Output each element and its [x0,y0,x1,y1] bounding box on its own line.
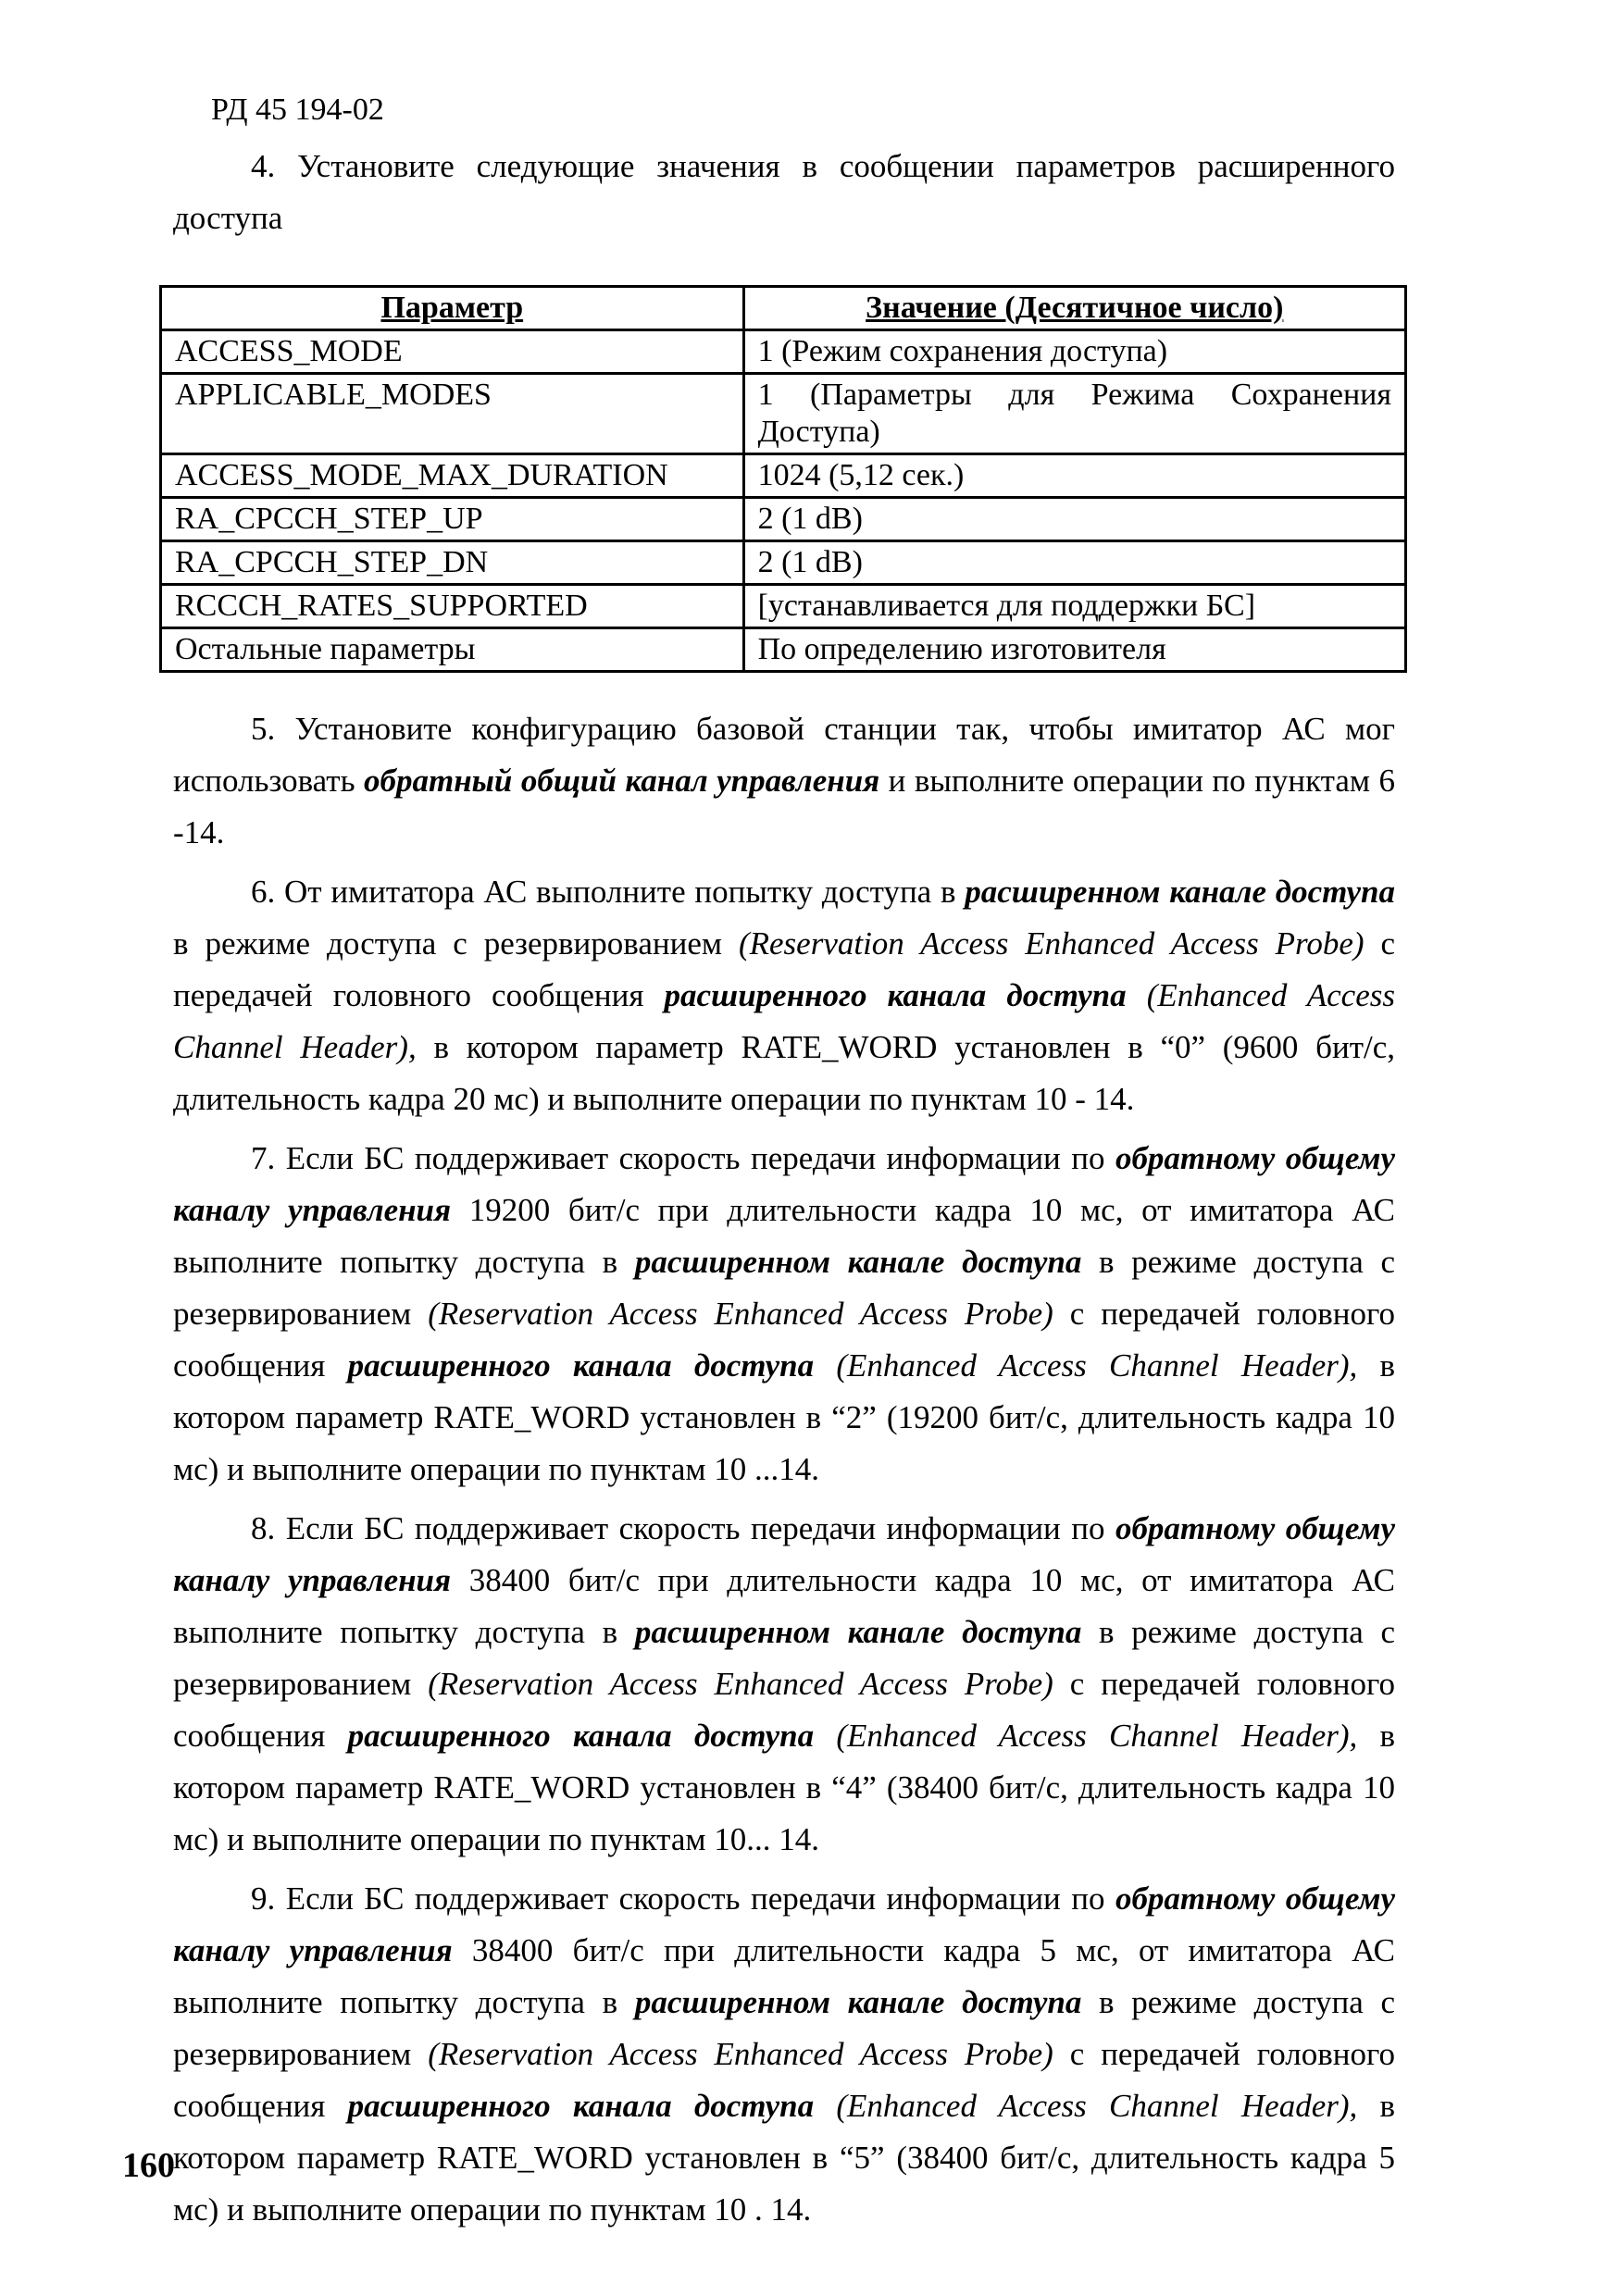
param-name: ACCESS_MODE [161,330,744,374]
parameters-table [159,285,1407,673]
param-name: RA_CPCCH_STEP_UP [161,498,744,541]
param-value: [устанавливается для поддержки БС] [743,585,1405,628]
param-value: По определению изготовителя [743,628,1405,672]
table-row [161,454,1406,498]
param-value: 2 (1 dB) [743,541,1405,585]
step-5-paragraph: 5. Установите конфигурацию базовой станции так, чтобы имитатор АС мог использовать обратный общий канал управления и выполните операции по пунктам 6 -14. [173,711,1395,850]
document-code: РД 45 194-02 [211,93,384,127]
step-9-paragraph: 9. Если БС поддерживает скорость передачи информации по обратному общему каналу управления 38400 бит/с при длительности кадра 5 мс, от имитатора АС выполните попытку доступа в расширенном канале доступа в режиме доступа с резервированием (Reservation Access Enhanced Access Probe) с передачей головного сообщения расширенного канала доступа (Enhanced Access Channel Header), в котором параметр RATE_WORD установлен в “5” (38400 бит/с, длительность кадра 5 мс) и выполните операции по пунктам 10 . 14. [173,1880,1396,2228]
page-number: 160 [122,2146,175,2185]
table-header-row [161,287,1406,330]
table-row [161,374,1406,454]
intro-paragraph [173,141,1395,244]
param-name: RCCCH_RATES_SUPPORTED [161,585,744,628]
param-value: 1024 (5,12 сек.) [743,454,1405,498]
table-row [161,330,1406,374]
table-row [161,628,1406,672]
table-row [161,541,1406,585]
table-row [161,585,1406,628]
param-value: 1 (Параметры для Режима Сохранения Доступа) [743,374,1405,454]
param-value: 2 (1 dB) [743,498,1405,541]
column-header-parameter: Параметр [161,287,744,330]
column-header-value: Значение (Десятичное число) [743,287,1405,330]
step-8-paragraph: 8. Если БС поддерживает скорость передачи информации по обратному общему каналу управления 38400 бит/с при длительности кадра 10 мс, от имитатора АС выполните попытку доступа в расширенном канале доступа в режиме доступа с резервированием (Reservation Access Enhanced Access Probe) с передачей головного сообщения расширенного канала доступа (Enhanced Access Channel Header), в котором параметр RATE_WORD установлен в “4” (38400 бит/с, длительность кадра 10 мс) и выполните операции по пунктам 10... 14. [173,1510,1396,1857]
param-name: ACCESS_MODE_MAX_DURATION [161,454,744,498]
step-7-paragraph: 7. Если БС поддерживает скорость передачи информации по обратному общему каналу управления 19200 бит/с при длительности кадра 10 мс, от имитатора АС выполните попытку доступа в расширенном канале доступа в режиме доступа с резервированием (Reservation Access Enhanced Access Probe) с передачей головного сообщения расширенного канала доступа (Enhanced Access Channel Header), в котором параметр RATE_WORD установлен в “2” (19200 бит/с, длительность кадра 10 мс) и выполните операции по пунктам 10 ...14. [173,1140,1396,1487]
steps-section [173,703,1395,2243]
intro-text: 4. Установите следующие значения в сообщении параметров расширенного доступа [173,148,1395,236]
param-name: Остальные параметры [161,628,744,672]
table-row [161,498,1406,541]
param-name: RA_CPCCH_STEP_DN [161,541,744,585]
param-value: 1 (Режим сохранения доступа) [743,330,1405,374]
param-name: APPLICABLE_MODES [161,374,744,454]
step-6-paragraph: 6. От имитатора АС выполните попытку доступа в расширенном канале доступа в режиме доступа с резервированием (Reservation Access Enhanced Access Probe) с передачей головного сообщения расширенного канала доступа (Enhanced Access Channel Header), в котором параметр RATE_WORD установлен в “0” (9600 бит/с, длительность кадра 20 мс) и выполните операции по пунктам 10 - 14. [173,874,1395,1117]
